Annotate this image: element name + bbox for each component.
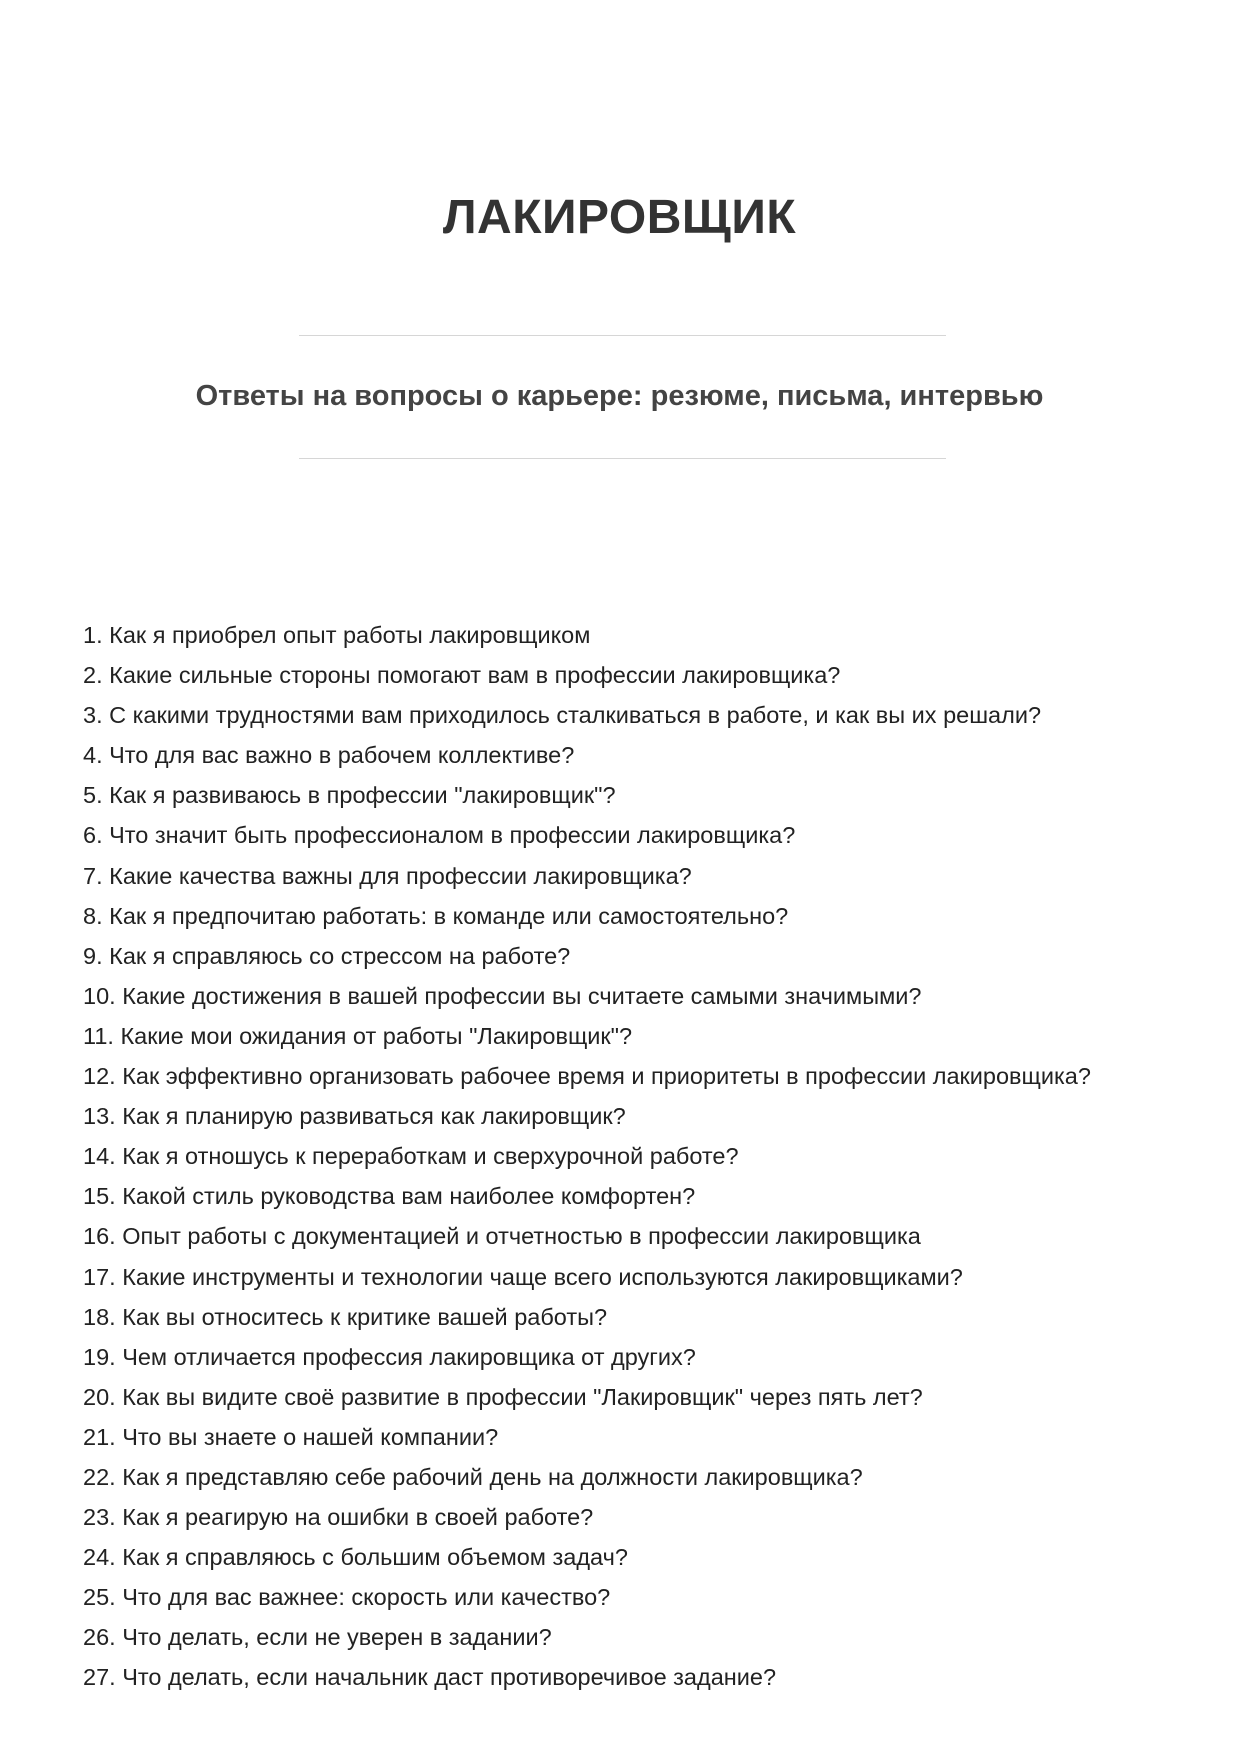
question-item: 12. Как эффективно организовать рабочее время и приоритеты в профессии лакировщика? — [83, 1063, 1091, 1090]
page-title: ЛАКИРОВЩИК — [442, 191, 797, 244]
question-item: 13. Как я планирую развиваться как лакировщик? — [83, 1103, 626, 1130]
question-item: 17. Какие инструменты и технологии чаще всего используются лакировщиками? — [83, 1263, 963, 1290]
question-item: 25. Что для вас важнее: скорость или качество? — [83, 1584, 611, 1611]
question-item: 1. Как я приобрел опыт работы лакировщиком — [83, 622, 591, 648]
question-item: 9. Как я справляюсь со стрессом на работе? — [83, 942, 571, 969]
question-item: 3. С какими трудностями вам приходилось сталкиваться в работе, и как вы их решали? — [83, 702, 1042, 729]
question-item: 11. Какие мои ожидания от работы "Лакировщик"? — [83, 1022, 633, 1049]
question-item: 24. Как я справляюсь с большим объемом задач? — [83, 1544, 628, 1571]
question-item: 18. Как вы относитесь к критике вашей работы? — [83, 1303, 608, 1330]
question-item: 2. Какие сильные стороны помогают вам в профессии лакировщика? — [83, 662, 841, 689]
question-item: 19. Чем отличается профессия лакировщика от других? — [83, 1343, 696, 1370]
question-item: 8. Как я предпочитаю работать: в команде или самостоятельно? — [83, 902, 789, 929]
question-item: 10. Какие достижения в вашей профессии вы считаете самыми значимыми? — [83, 982, 922, 1009]
question-item: 22. Как я представляю себе рабочий день на должности лакировщика? — [83, 1463, 863, 1490]
divider-bottom — [299, 458, 946, 459]
question-item: 7. Какие качества важны для профессии лакировщика? — [83, 862, 692, 889]
question-item: 6. Что значит быть профессионалом в профессии лакировщика? — [83, 822, 796, 849]
question-item: 16. Опыт работы с документацией и отчетностью в профессии лакировщика — [83, 1223, 921, 1250]
page-subtitle: Ответы на вопросы о карьере: резюме, письма, интервью — [195, 380, 1044, 412]
question-item: 26. Что делать, если не уверен в задании? — [83, 1624, 552, 1651]
question-item: 23. Как я реагирую на ошибки в своей работе? — [83, 1504, 594, 1531]
question-item: 27. Что делать, если начальник даст противоречивое задание? — [83, 1664, 777, 1691]
question-item: 4. Что для вас важно в рабочем коллективе? — [83, 742, 575, 769]
question-item: 15. Какой стиль руководства вам наиболее комфортен? — [83, 1183, 696, 1210]
question-item: 20. Как вы видите своё развитие в профессии "Лакировщик" через пять лет? — [83, 1383, 923, 1410]
question-item: 14. Как я отношусь к переработкам и сверхурочной работе? — [83, 1143, 739, 1170]
question-list — [83, 615, 1183, 1698]
question-item: 5. Как я развиваюсь в профессии "лакировщик"? — [83, 782, 616, 809]
question-item: 21. Что вы знаете о нашей компании? — [83, 1423, 499, 1450]
divider-top — [299, 335, 946, 336]
